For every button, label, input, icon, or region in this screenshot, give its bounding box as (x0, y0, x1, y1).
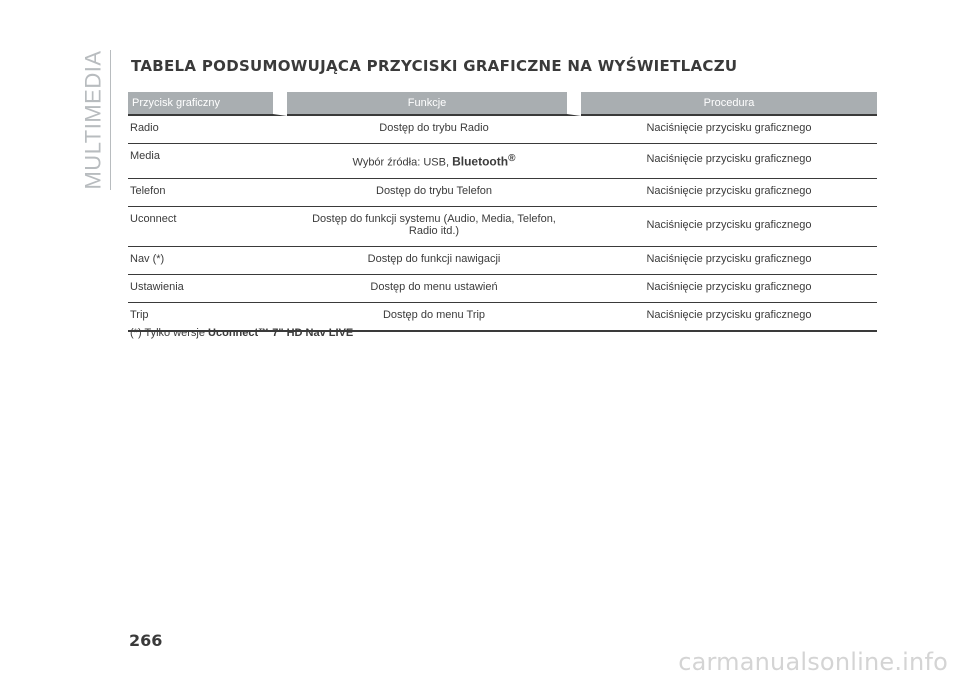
cell-procedure: Naciśnięcie przycisku graficznego (581, 144, 877, 179)
header-procedure: Procedura (581, 92, 877, 116)
cell-function (287, 207, 581, 247)
table-row (128, 247, 877, 275)
function-line: Dostęp do funkcji systemu (Audio, Media, Telefon, (312, 212, 556, 225)
table-row (128, 207, 877, 247)
cell-button: Ustawienia (128, 275, 287, 303)
table-row (128, 116, 877, 144)
table-header-row (128, 92, 877, 116)
cell-button: Media (128, 144, 287, 179)
cell-button: Radio (128, 116, 287, 144)
cell-procedure: Naciśnięcie przycisku graficznego (581, 247, 877, 275)
cell-function: Dostęp do funkcji nawigacji (287, 247, 581, 275)
page-number: 266 (129, 631, 163, 650)
registered-mark: ® (508, 153, 516, 164)
cell-function: Dostęp do menu Trip (287, 303, 581, 332)
cell-procedure: Naciśnięcie przycisku graficznego (581, 207, 877, 247)
bluetooth-label: Bluetooth (452, 154, 509, 169)
footnote-text: (*) Tylko wersje (130, 327, 209, 339)
cell-procedure: Naciśnięcie przycisku graficznego (581, 116, 877, 144)
page-title: TABELA PODSUMOWUJĄCA PRZYCISKI GRAFICZNE NA WYŚWIETLACZU (131, 57, 738, 75)
table-row (128, 179, 877, 207)
cell-button: Telefon (128, 179, 287, 207)
cell-procedure: Naciśnięcie przycisku graficznego (581, 179, 877, 207)
section-label-text: MULTIMEDIA (81, 50, 107, 190)
header-button: Przycisk graficzny (128, 92, 287, 116)
cell-button: Nav (*) (128, 247, 287, 275)
cell-button: Trip (128, 303, 287, 332)
function-line: Radio itd.) (408, 224, 460, 237)
cell-function: Dostęp do trybu Radio (287, 116, 581, 144)
section-side-label (82, 50, 106, 190)
cell-procedure: Naciśnięcie przycisku graficznego (581, 303, 877, 332)
table-row (128, 144, 877, 179)
watermark: carmanualsonline.info (678, 648, 948, 676)
cell-button: Uconnect (128, 207, 287, 247)
table-row (128, 275, 877, 303)
header-function: Funkcje (287, 92, 581, 116)
summary-table (128, 92, 877, 332)
cell-function (287, 144, 581, 179)
function-text: Wybór źródła: USB, (352, 156, 453, 169)
cell-procedure: Naciśnięcie przycisku graficznego (581, 275, 877, 303)
cell-function: Dostęp do menu ustawień (287, 275, 581, 303)
cell-function: Dostęp do trybu Telefon (287, 179, 581, 207)
section-divider (110, 50, 111, 190)
footnote (130, 327, 353, 339)
footnote-version: Uconnect™ 7" HD Nav LIVE (208, 327, 354, 339)
